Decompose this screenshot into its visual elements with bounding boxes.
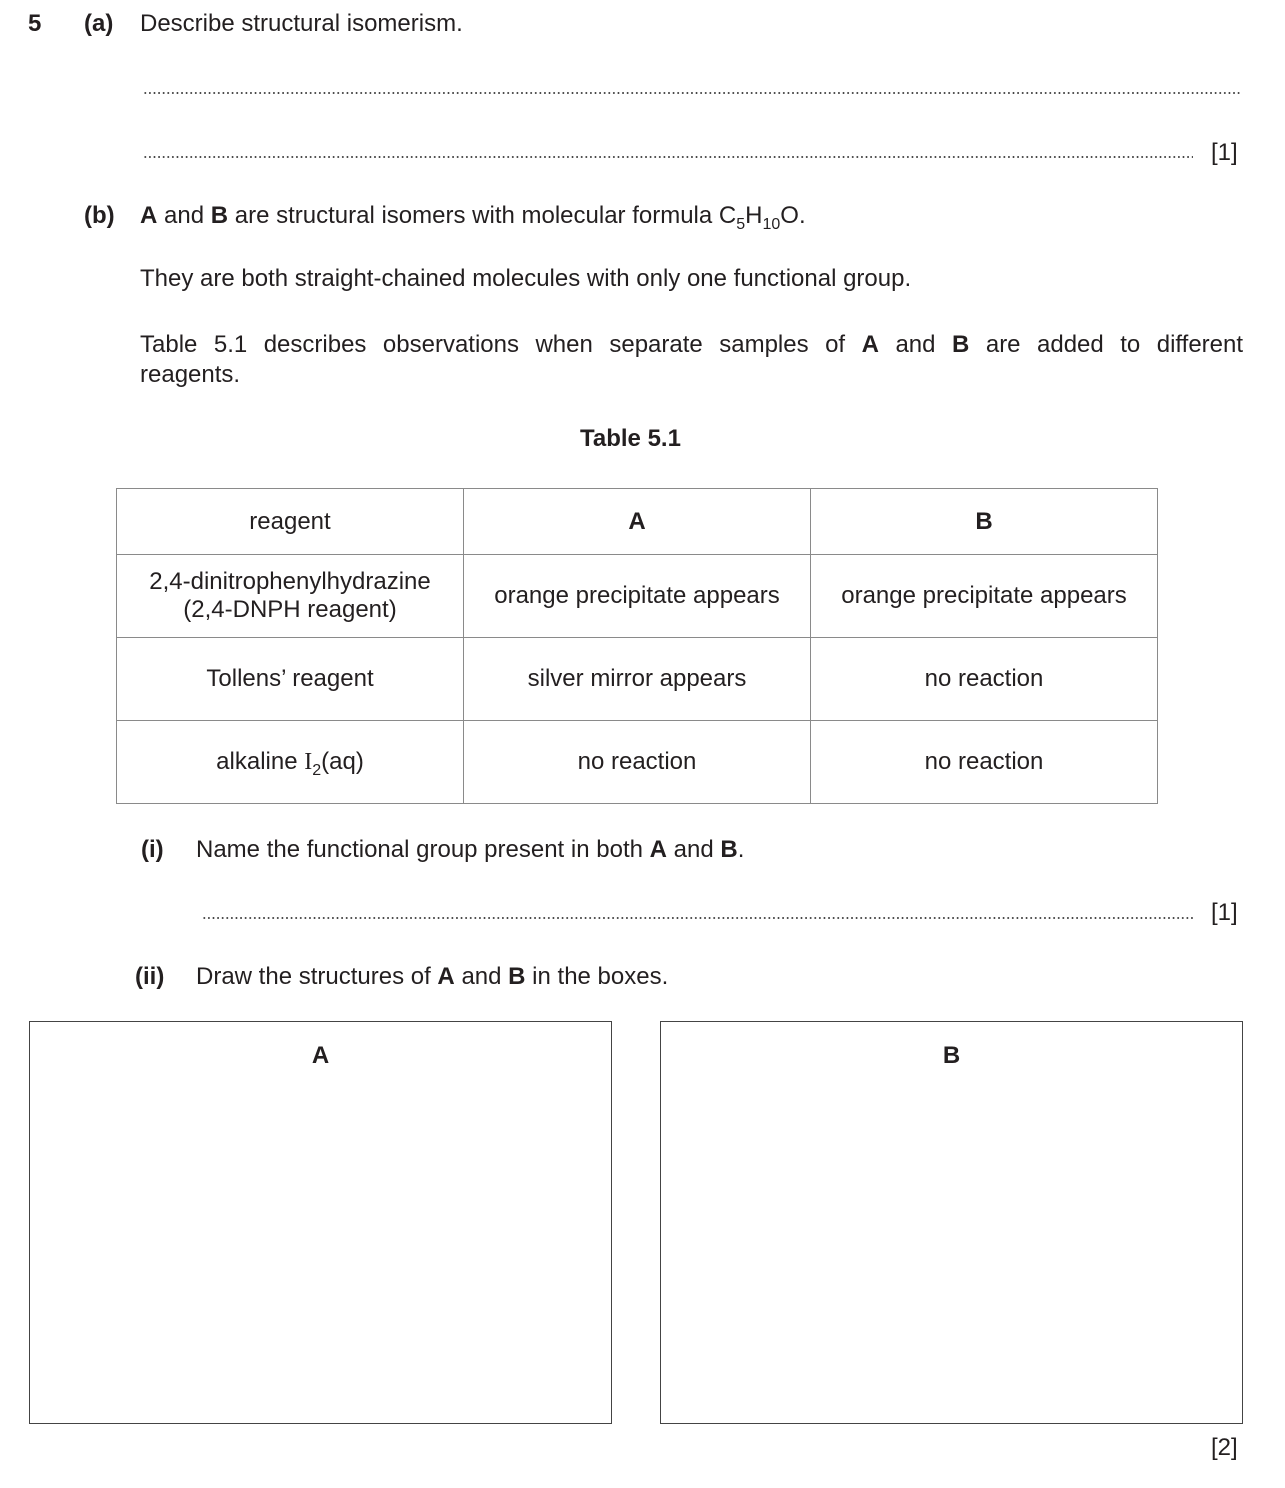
intro-and: and [164, 202, 205, 229]
sub-i-compound-a: A [649, 836, 667, 863]
compound-a-ref: A [140, 202, 158, 229]
reagent-name: 2,4-dinitrophenylhydrazine [149, 568, 431, 595]
table-title: Table 5.1 [580, 425, 681, 452]
part-b-paragraph [140, 329, 1243, 361]
observations-table [116, 488, 1158, 804]
observation-a: no reaction [464, 721, 811, 804]
header-reagent: reagent [117, 489, 464, 555]
reagent-pre: alkaline [216, 748, 305, 775]
sub-i-compound-b: B [720, 836, 738, 863]
sub-i-end: . [737, 836, 745, 863]
formula-h: H [745, 202, 763, 229]
sub-ii-text: Draw the structures of [196, 963, 431, 990]
answer-line-a-1[interactable] [143, 92, 1240, 94]
para-text-end: are added to different [985, 331, 1244, 358]
reagent-cell [117, 721, 464, 804]
sub-ii-and: and [461, 963, 502, 990]
sub-i-and: and [673, 836, 714, 863]
reagent-cell: Tollens’ reagent [117, 638, 464, 721]
structure-box-b[interactable] [660, 1021, 1243, 1424]
observation-a: silver mirror appears [464, 638, 811, 721]
structure-box-b-label: B [942, 1042, 961, 1069]
observation-b: orange precipitate appears [811, 555, 1158, 638]
sub-i-text: Name the functional group present in both [196, 836, 643, 863]
sub-i-label: (i) [141, 836, 164, 863]
observation-b: no reaction [811, 638, 1158, 721]
part-b-label: (b) [84, 202, 115, 229]
marks-part-a: [1] [1211, 139, 1238, 166]
para-compound-b: B [952, 331, 970, 358]
compound-b-ref: B [210, 202, 229, 229]
marks-sub-i: [1] [1211, 899, 1238, 926]
sub-ii-prompt [196, 963, 668, 991]
answer-line-b-i[interactable] [202, 917, 1194, 919]
table-row [117, 638, 1158, 721]
para-text: Table 5.1 describes observations when separate samples of [140, 331, 846, 358]
question-number: 5 [28, 10, 42, 37]
sub-ii-compound-a: A [437, 963, 455, 990]
marks-sub-ii: [2] [1211, 1434, 1238, 1461]
reagent-cell [117, 555, 464, 638]
observation-a: orange precipitate appears [464, 555, 811, 638]
part-b-intro [140, 202, 806, 233]
part-a-prompt: Describe structural isomerism. [140, 10, 463, 37]
structure-box-a[interactable] [29, 1021, 612, 1424]
table-row [117, 721, 1158, 804]
observation-b: no reaction [811, 721, 1158, 804]
table-row [117, 555, 1158, 638]
part-b-paragraph-line2: reagents. [140, 361, 241, 388]
header-a: A [464, 489, 811, 555]
formula-h-subscript: 10 [762, 216, 781, 233]
reagent-post: (aq) [321, 748, 364, 775]
formula-end: O. [780, 202, 806, 229]
iodine-symbol: I [304, 749, 313, 775]
sub-ii-label: (ii) [135, 963, 165, 990]
formula-c-subscript: 5 [736, 216, 746, 233]
para-compound-a: A [861, 331, 879, 358]
part-b-line2: They are both straight-chained molecules with only one functional group. [140, 265, 912, 292]
answer-line-a-2[interactable] [143, 156, 1193, 158]
intro-text: are structural isomers with molecular formula C [234, 202, 737, 229]
sub-i-prompt [196, 836, 744, 864]
sub-ii-compound-b: B [508, 963, 526, 990]
header-b: B [811, 489, 1158, 555]
para-and: and [895, 331, 936, 358]
sub-ii-text-end: in the boxes. [532, 963, 669, 990]
table-header-row [117, 489, 1158, 555]
part-a-label: (a) [84, 10, 114, 37]
iodine-subscript: 2 [312, 762, 322, 779]
structure-box-a-label: A [311, 1042, 330, 1069]
reagent-abbrev: (2,4-DNPH reagent) [183, 596, 397, 623]
